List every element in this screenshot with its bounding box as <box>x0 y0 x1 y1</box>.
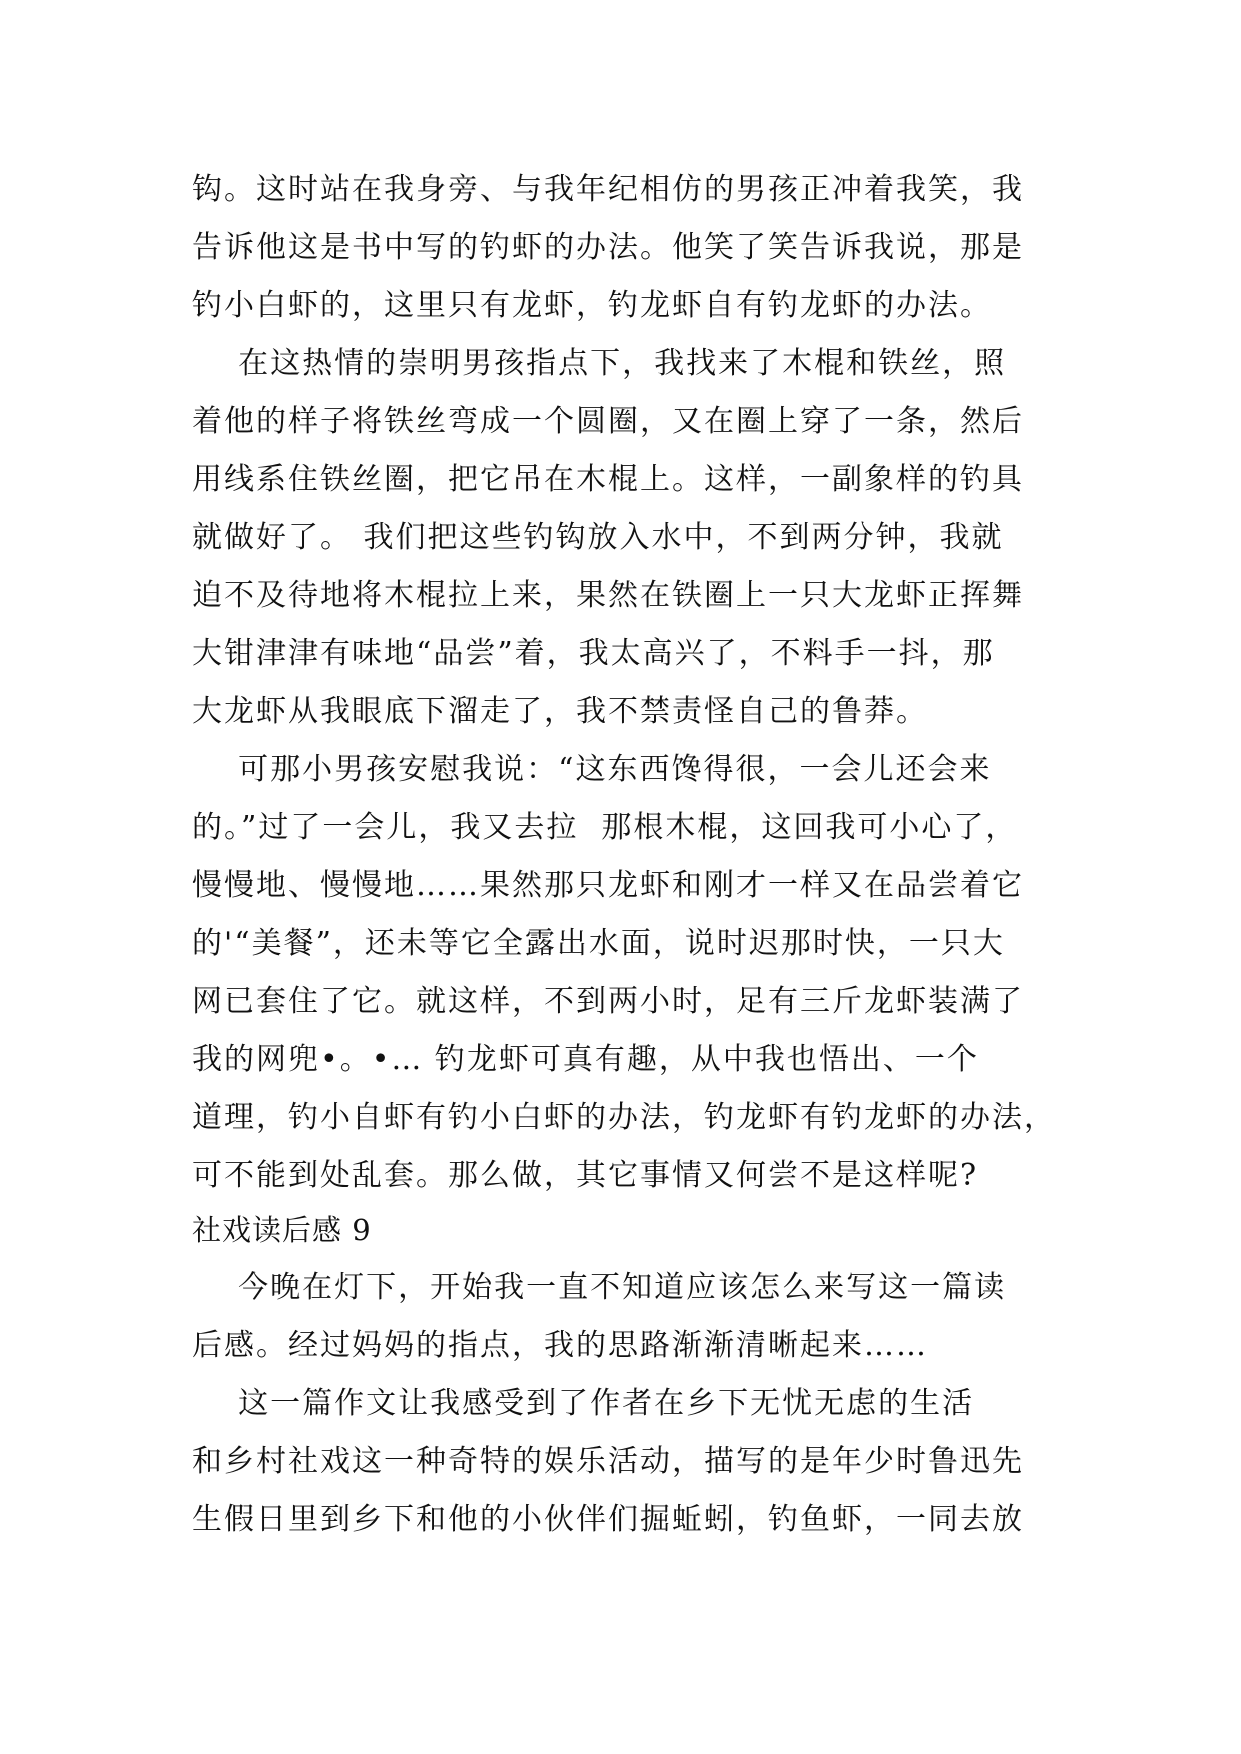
text-line: 在这热情的崇明男孩指点下，我找来了木棍和铁丝，照 <box>192 346 1007 381</box>
text-line: 生假日里到乡下和他的小伙伴们掘蚯蚓，钓鱼虾，一同去放 <box>192 1502 1024 1537</box>
text-line: 告诉他这是书中写的钓虾的办法。他笑了笑告诉我说，那是 <box>192 230 1024 265</box>
text-line: 就做好了。 我们把这些钓钩放入水中，不到两分钟，我就 <box>192 520 1004 555</box>
text-line: 可那小男孩安慰我说：“这东西馋得很，一会儿还会来 <box>192 752 992 787</box>
text-line: 道理，钓小自虾有钓小白虾的办法，钓龙虾有钓龙虾的办法， <box>192 1100 1056 1135</box>
text-line: 慢慢地、慢慢地……果然那只龙虾和刚才一样又在品尝着它 <box>192 868 1024 903</box>
text-line: 大钳津津有味地“品尝”着，我太高兴了，不料手一抖，那 <box>192 636 995 671</box>
text-line: 和乡村社戏这一种奇特的娱乐活动，描写的是年少时鲁迅先 <box>192 1444 1024 1479</box>
text-line: 着他的样子将铁丝弯成一个圆圈，又在圈上穿了一条，然后 <box>192 404 1024 439</box>
text-line: 用线系住铁丝圈，把它吊在木棍上。这样，一副象样的钓具 <box>192 462 1024 497</box>
text-line: 大龙虾从我眼底下溜走了，我不禁责怪自己的鲁莽。 <box>192 694 928 729</box>
text-line: 的'“美餐”，还未等它全露出水面，说时迟那时快，一只大 <box>192 926 1005 961</box>
section-heading: 社戏读后感 9 <box>192 1213 372 1247</box>
text-line: 今晚在灯下，开始我一直不知道应该怎么来写这一篇读 <box>192 1270 1007 1305</box>
text-line: 后感。经过妈妈的指点，我的思路渐渐清晰起来…… <box>192 1328 928 1363</box>
text-line: 的。”过了一会儿，我又去拉 那根木棍，这回我可小心了， <box>192 810 1018 845</box>
text-line: 这一篇作文让我感受到了作者在乡下无忧无虑的生活 <box>192 1386 975 1421</box>
text-line: 钓小白虾的，这里只有龙虾，钓龙虾自有钓龙虾的办法。 <box>192 288 992 323</box>
text-line: 钩。这时站在我身旁、与我年纪相仿的男孩正冲着我笑，我 <box>192 172 1024 207</box>
text-line: 可不能到处乱套。那么做，其它事情又何尝不是这样呢? <box>192 1158 979 1193</box>
text-line: 网已套住了它。就这样，不到两小时，足有三斤龙虾装满了 <box>192 984 1024 1019</box>
text-line: 迫不及待地将木棍拉上来，果然在铁圈上一只大龙虾正挥舞 <box>192 578 1024 613</box>
text-line: 我的网兜•。•… 钓龙虾可真有趣，从中我也悟出、一个 <box>192 1042 979 1077</box>
